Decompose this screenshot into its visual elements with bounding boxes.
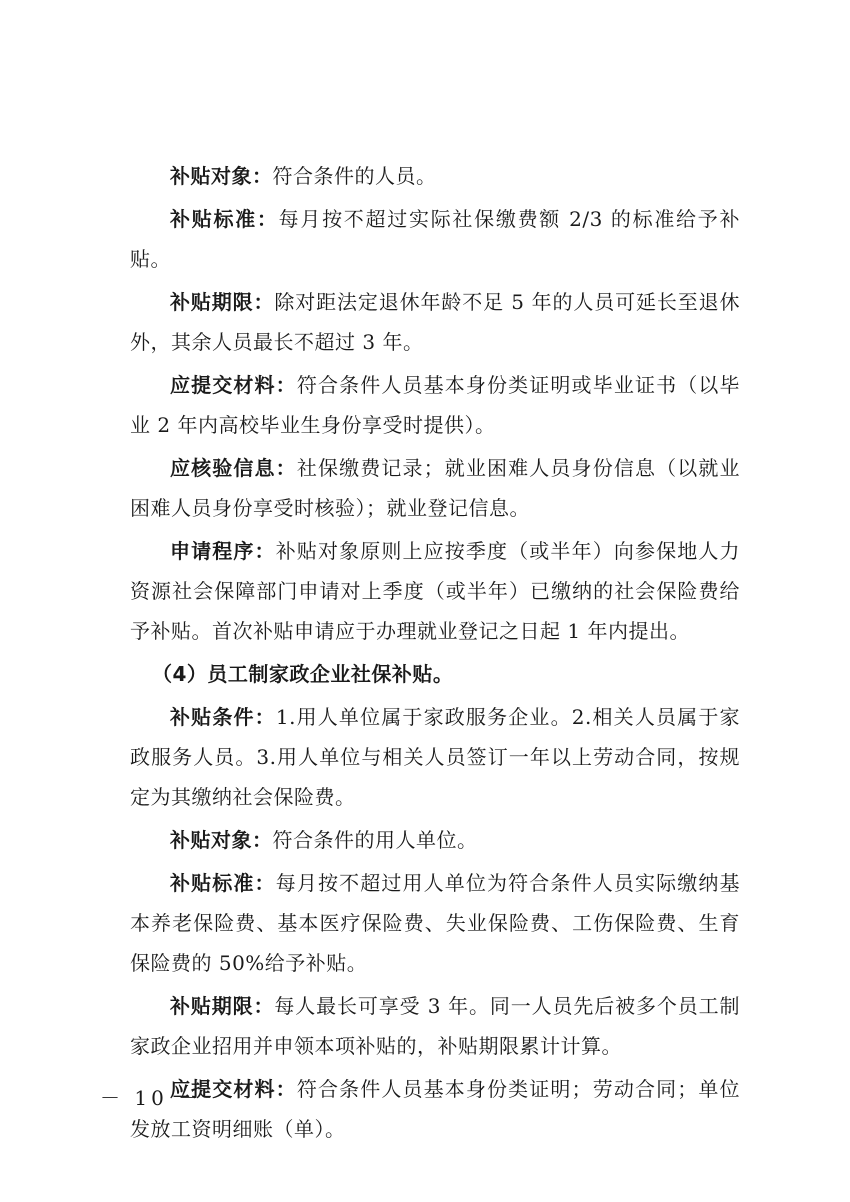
paragraph-text: 社保缴费记录；就业困难人员身份信息（以就业困难人员身份享受时核验）；就业登记信息。 — [130, 456, 741, 520]
paragraph-text: 除对距法定退休年龄不足 5 年的人员可延长至退休外，其余人员最长不超过 3 年。 — [130, 290, 741, 354]
paragraph-label: 补贴期限： — [170, 994, 275, 1018]
paragraph-label: 补贴标准： — [170, 871, 276, 895]
paragraph-label: 补贴对象： — [170, 828, 273, 852]
paragraph-subsidy-standard — [130, 199, 740, 279]
paragraph-label: 应核验信息： — [170, 456, 297, 480]
paragraph-label: 补贴条件： — [170, 705, 276, 729]
paragraph-subsidy-standard-employer — [130, 863, 740, 983]
paragraph-application-procedure — [130, 531, 740, 651]
paragraph-text: 符合条件人员基本身份类证明或毕业证书（以毕业 2 年内高校毕业生身份享受时提供）。 — [130, 373, 741, 437]
document-body — [130, 156, 740, 1152]
paragraph-verification-info — [130, 448, 740, 528]
paragraph-label: 补贴标准： — [170, 207, 279, 231]
paragraph-required-materials-employer — [130, 1069, 740, 1149]
paragraph-label: 应提交材料： — [170, 373, 297, 397]
paragraph-label: 应提交材料： — [170, 1077, 297, 1101]
page-number: － 10 － — [100, 1086, 203, 1110]
paragraph-text: 符合条件的用人单位。 — [272, 828, 478, 852]
paragraph-label: 补贴对象： — [170, 164, 273, 188]
paragraph-label: 申请程序： — [170, 539, 276, 563]
paragraph-text: 每月按不超过用人单位为符合条件人员实际缴纳基本养老保险费、基本医疗保险费、失业保险费、工伤保险费、生育保险费的 50%给予补贴。 — [130, 871, 741, 975]
paragraph-label: 补贴期限： — [170, 290, 275, 314]
paragraph-text: 符合条件的人员。 — [272, 164, 437, 188]
section-heading: （4）员工制家政企业社保补贴。 — [152, 662, 454, 686]
paragraph-subsidy-target-employer — [130, 820, 740, 860]
paragraph-text: 1.用人单位属于家政服务企业。2.相关人员属于家政服务人员。3.用人单位与相关人员签订一年以上劳动合同，按规定为其缴纳社会保险费。 — [130, 705, 741, 809]
paragraph-subsidy-period — [130, 282, 740, 362]
paragraph-text: 符合条件人员基本身份类证明；劳动合同；单位发放工资明细账（单）。 — [130, 1077, 741, 1141]
paragraph-required-materials — [130, 365, 740, 445]
paragraph-subsidy-conditions — [130, 697, 740, 817]
paragraph-text: 补贴对象原则上应按季度（或半年）向参保地人力资源社会保障部门申请对上季度（或半年）已缴纳的社会保险费给予补贴。首次补贴申请应于办理就业登记之日起 1 年内提出。 — [130, 539, 741, 643]
paragraph-subsidy-target — [130, 156, 740, 196]
paragraph-text: 每月按不超过实际社保缴费额 2/3 的标准给予补贴。 — [130, 207, 741, 271]
paragraph-text: 每人最长可享受 3 年。同一人员先后被多个员工制家政企业招用并申领本项补贴的，补贴期限累计计算。 — [130, 994, 741, 1058]
paragraph-subsidy-period-employer — [130, 986, 740, 1066]
